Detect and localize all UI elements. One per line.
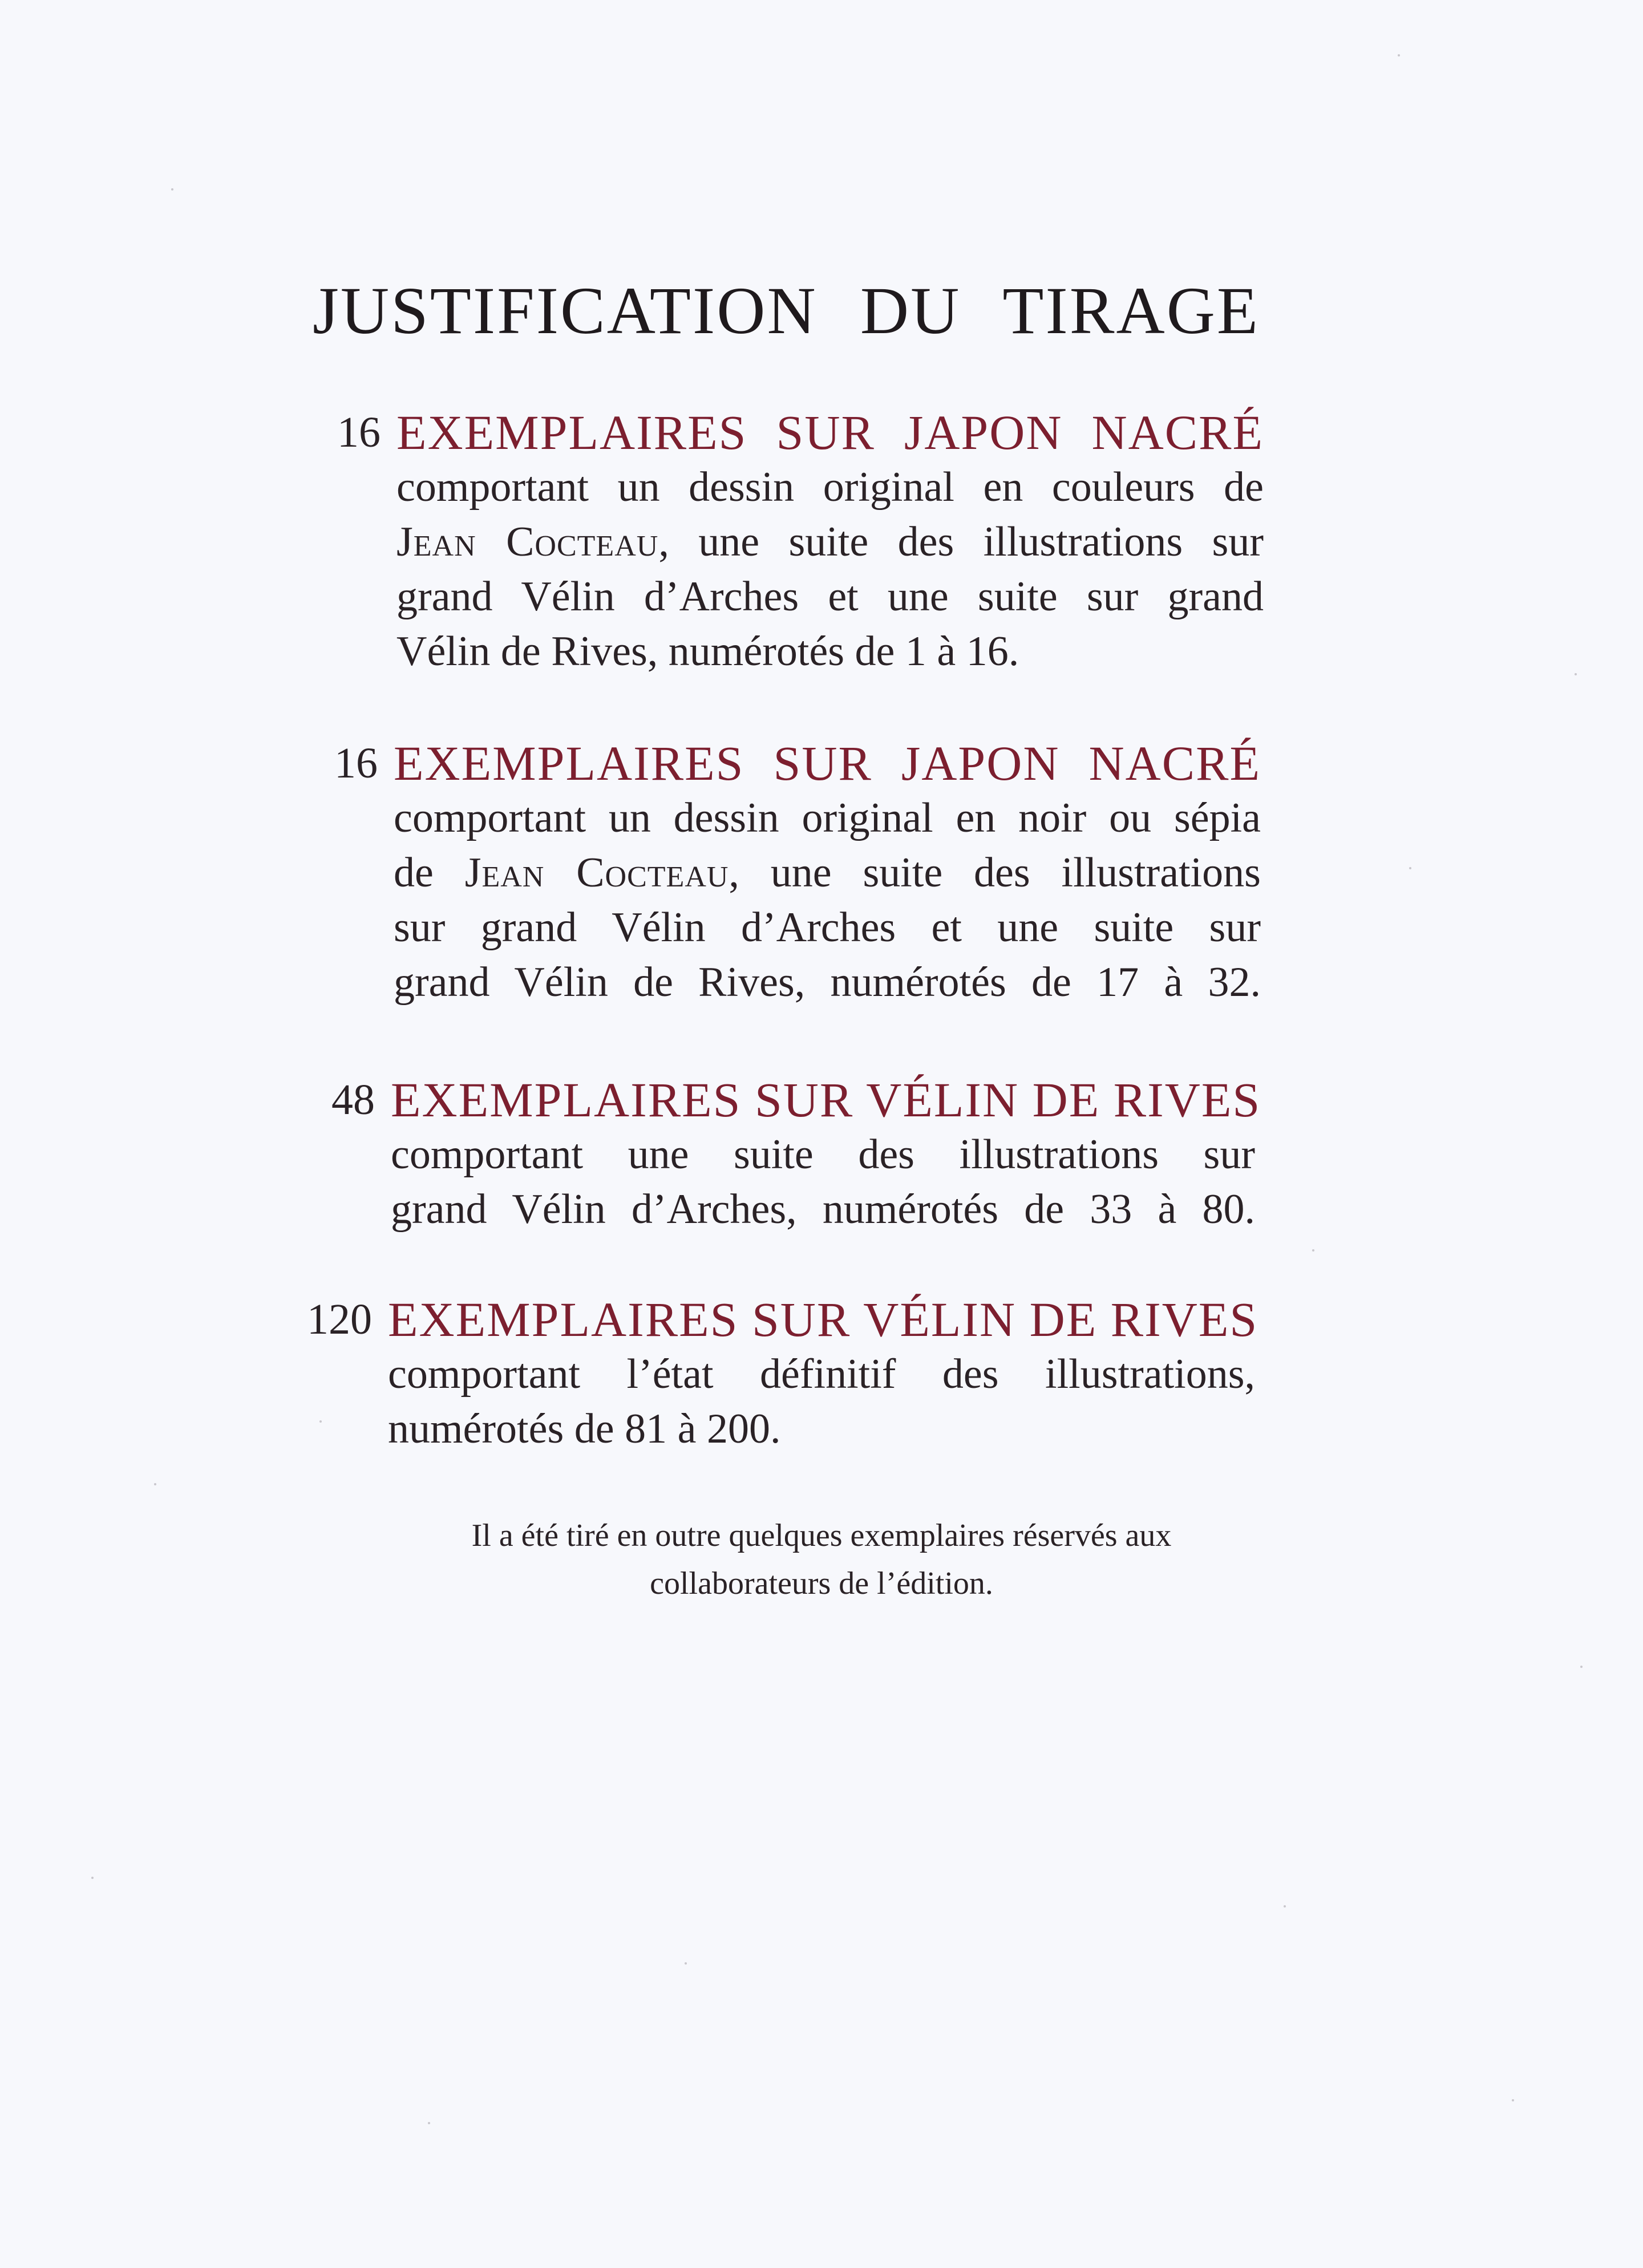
entry-line: numérotés de 81 à 200. bbox=[388, 1406, 781, 1452]
edition-entry-1 bbox=[337, 405, 1264, 679]
entry-line: Vélin de Rives, numérotés de 1 à 16. bbox=[396, 628, 1019, 675]
entry-heading: EXEMPLAIRES SUR JAPON NACRÉ bbox=[394, 736, 1261, 791]
page-title: JUSTIFICATION DU TIRAGE bbox=[313, 273, 1260, 348]
paper-speck bbox=[1284, 1905, 1286, 1907]
paper-speck bbox=[685, 1962, 687, 1965]
paper-speck bbox=[1512, 2099, 1514, 2101]
paper-speck bbox=[154, 1483, 156, 1485]
entry-line: comportant un dessin original en noir ou sépia bbox=[394, 795, 1261, 841]
author-name: Jean Cocteau bbox=[396, 519, 659, 565]
footnote-line: Il a été tiré en outre quelques exemplaires réservés aux bbox=[471, 1518, 1172, 1553]
entry-line: de Jean Cocteau, une suite des illustrations bbox=[394, 849, 1261, 896]
entry-line: grand Vélin de Rives, numérotés de 17 à 32. bbox=[394, 959, 1261, 1006]
footnote bbox=[297, 1512, 1346, 1607]
copy-count: 16 bbox=[334, 739, 378, 787]
edition-entry-2 bbox=[334, 736, 1261, 1010]
edition-entry-4 bbox=[307, 1292, 1258, 1456]
paper-speck bbox=[171, 188, 173, 191]
entry-line: sur grand Vélin d’Arches et une suite sur bbox=[394, 904, 1261, 951]
copy-count: 120 bbox=[307, 1295, 372, 1343]
entry-line: grand Vélin d’Arches, numérotés de 33 à 80. bbox=[391, 1186, 1255, 1233]
author-name: Jean Cocteau bbox=[464, 849, 729, 896]
paper-speck bbox=[319, 1420, 322, 1423]
paper-speck bbox=[1409, 867, 1411, 869]
edition-entry-3 bbox=[331, 1072, 1261, 1237]
paper-speck bbox=[1312, 1249, 1314, 1252]
entry-heading: EXEMPLAIRES SUR VÉLIN DE RIVES bbox=[391, 1072, 1261, 1127]
copy-count: 48 bbox=[331, 1076, 375, 1124]
entry-line: comportant une suite des illustrations sur bbox=[391, 1131, 1255, 1178]
footnote-line: collaborateurs de l’édition. bbox=[650, 1566, 993, 1601]
entry-heading: EXEMPLAIRES SUR JAPON NACRÉ bbox=[396, 405, 1264, 460]
entry-heading: EXEMPLAIRES SUR VÉLIN DE RIVES bbox=[388, 1292, 1258, 1347]
paper-speck bbox=[1575, 673, 1577, 675]
copy-count: 16 bbox=[337, 408, 381, 456]
entry-line: Jean Cocteau, une suite des illustrations sur bbox=[396, 519, 1264, 565]
paper-speck bbox=[1580, 1666, 1583, 1668]
paper-speck bbox=[1398, 54, 1400, 56]
entry-line: comportant un dessin original en couleurs de bbox=[396, 464, 1264, 511]
paper-speck bbox=[428, 2122, 430, 2124]
entry-line: comportant l’état définitif des illustrations, bbox=[388, 1351, 1255, 1398]
entry-line: grand Vélin d’Arches et une suite sur grand bbox=[396, 573, 1264, 620]
paper-speck bbox=[91, 1877, 94, 1879]
